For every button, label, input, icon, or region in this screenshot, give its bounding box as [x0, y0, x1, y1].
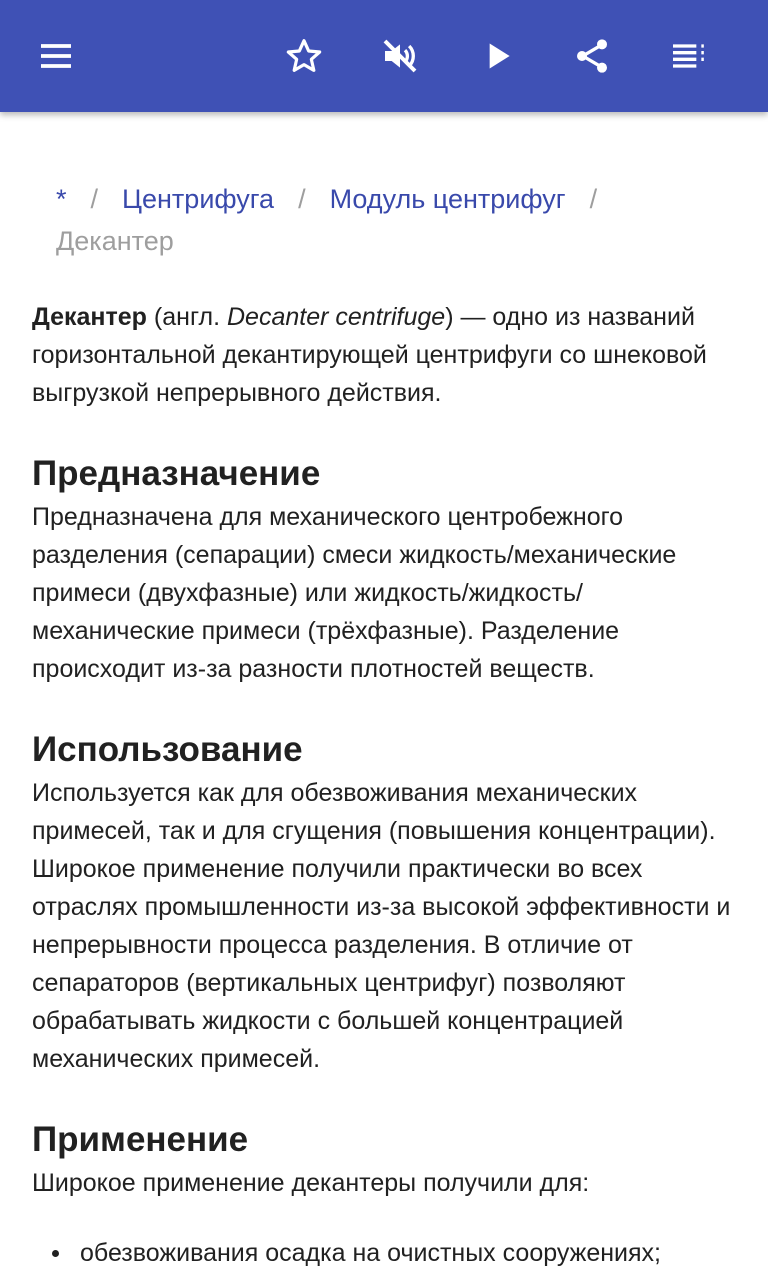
intro-text: ) — одно из названий горизонтальной декантирующей центрифуги со шнековой выгрузкой непрерывного действия.: [32, 303, 707, 407]
breadcrumb-item-centrifuge[interactable]: Центрифуга: [122, 184, 275, 214]
section-heading-purpose: Предназначение: [32, 454, 321, 493]
application-list: [32, 1234, 738, 1272]
breadcrumb-separator: /: [298, 184, 306, 214]
section-heading-usage: Использование: [32, 730, 303, 769]
play-icon: [478, 36, 518, 76]
hamburger-menu-icon: [36, 36, 76, 76]
section-text-application: Широкое применение декантеры получили для:: [32, 1169, 590, 1197]
breadcrumb-separator: /: [90, 184, 99, 214]
breadcrumb-item-module[interactable]: Модуль центрифуг: [329, 184, 566, 214]
article-term-english: Decanter centrifuge: [227, 303, 446, 331]
section-text-usage: Используется как для обезвоживания механических примесей, так и для сгущения (повышения концентрации). Широкое применение получили практически во всех отраслях промышленности из-за высокой эффективности и непрерывности процесса разделения. В отличие от сепараторов (вертикальных центрифуг) позволяют обрабатывать жидкости с большей концентрацией механических примесей.: [32, 779, 731, 1073]
article-body: [32, 298, 738, 1272]
section-text-purpose: Предназначена для механического центробежного разделения (сепарации) смеси жидкость/механические примеси (двухфазные) или жидкость/жидкость/механические примеси (трёхфазные). Разделение происходит из-за разности плотностей веществ.: [32, 503, 677, 683]
section-heading-application: Применение: [32, 1120, 249, 1159]
bookmark-button[interactable]: [276, 28, 332, 84]
share-button[interactable]: [564, 28, 620, 84]
article-content: [0, 112, 768, 1280]
volume-off-icon: [380, 36, 420, 76]
toc-button[interactable]: [660, 28, 716, 84]
star-outline-icon: [284, 36, 324, 76]
breadcrumb-separator: /: [589, 184, 598, 214]
breadcrumb-current: Декантер: [56, 226, 174, 256]
table-of-contents-icon: [668, 36, 708, 76]
intro-paragraph: [32, 298, 738, 412]
app-toolbar: [0, 0, 768, 112]
list-item: обезвоживания осадка на очистных сооружениях;: [32, 1234, 738, 1272]
intro-pre-english: (англ.: [146, 303, 227, 331]
article-term: Декантер: [32, 303, 147, 331]
play-button[interactable]: [470, 28, 526, 84]
share-icon: [572, 36, 612, 76]
menu-button[interactable]: [28, 28, 84, 84]
breadcrumb-item-root[interactable]: *: [56, 184, 67, 214]
mute-button[interactable]: [372, 28, 428, 84]
breadcrumb: [56, 178, 716, 262]
